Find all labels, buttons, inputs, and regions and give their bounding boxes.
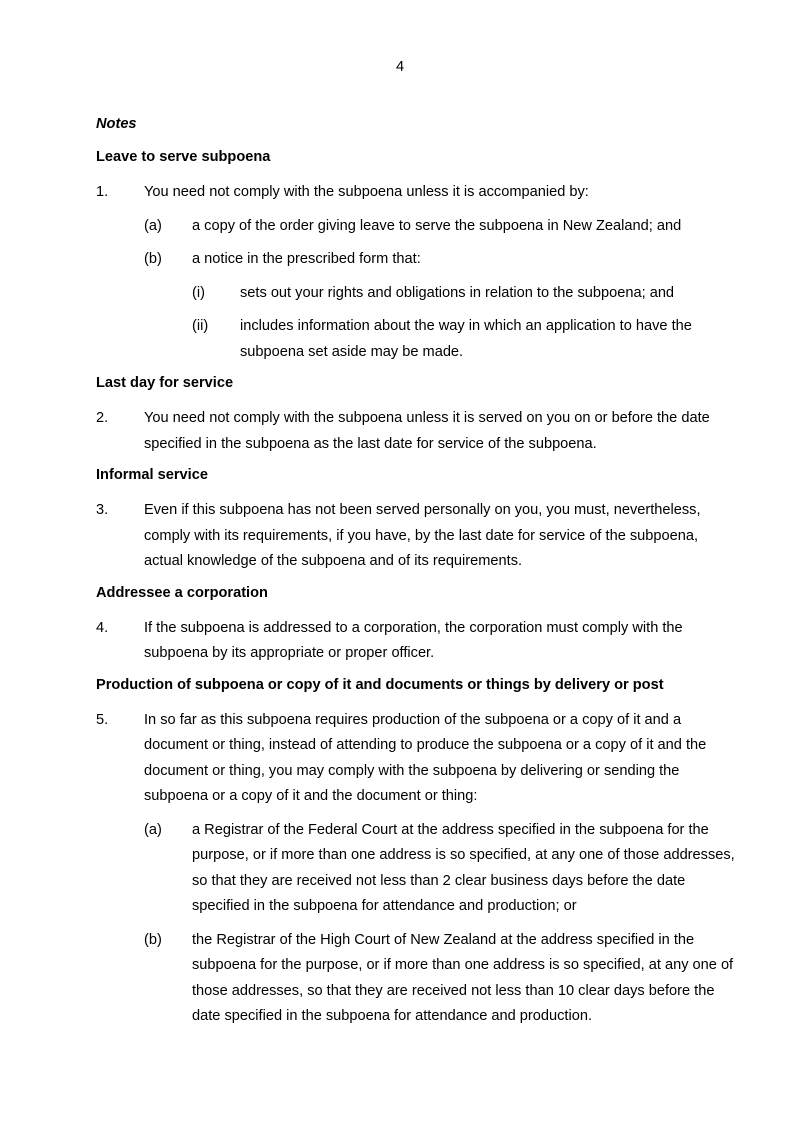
paragraph-number: (a)	[144, 821, 162, 838]
section-heading-last-day: Last day for service	[96, 375, 234, 391]
paragraph-text: If the subpoena is addressed to a corporation, the corporation must comply with the subpoena by its appropriate or proper officer.	[144, 619, 683, 661]
paragraph-number: (b)	[144, 251, 162, 267]
paragraph-number: 4.	[96, 619, 109, 636]
paragraph-number: (b)	[144, 931, 162, 948]
section-heading-leave: Leave to serve subpoena	[96, 149, 271, 165]
paragraph-number: 1.	[96, 184, 109, 200]
paragraph-number: 5.	[96, 711, 109, 728]
notes-content	[96, 114, 736, 1038]
page-number: 4	[395, 59, 405, 75]
note-paragraph-1	[96, 180, 736, 206]
paragraph-number: (a)	[144, 217, 162, 234]
paragraph-number: 2.	[96, 410, 109, 426]
section-heading-informal: Informal service	[96, 467, 208, 483]
paragraph-text: sets out your rights and obligations in relation to the subpoena; and	[240, 284, 675, 301]
paragraph-number: (i)	[192, 284, 205, 301]
note-subparagraph-1a	[96, 214, 736, 240]
paragraph-text: You need not comply with the subpoena unless it is served on you on or before the date specified in the subpoena as the last date for service of the subpoena.	[144, 410, 710, 452]
note-paragraph-4	[96, 616, 736, 667]
paragraph-text: the Registrar of the High Court of New Zealand at the address specified in the subpoena for the purpose, or if more than one address is so specified, at any one of those addresses, so that they are received not less than 10 clear days before the date specified in the subpoena for attendance and production.	[192, 931, 734, 1024]
paragraph-text: a Registrar of the Federal Court at the address specified in the subpoena for the purpose, or if more than one address is so specified, at any one of those addresses, so that they are received not less than 2 clear business days before the date specified in the subpoena for attendance and production; or	[192, 821, 735, 914]
note-subparagraph-1b	[96, 247, 736, 273]
section-heading-corporation: Addressee a corporation	[96, 584, 268, 601]
paragraph-text: You need not comply with the subpoena unless it is accompanied by:	[144, 184, 589, 200]
note-subparagraph-1b-ii	[96, 314, 736, 365]
paragraph-text: a copy of the order giving leave to serve the subpoena in New Zealand; and	[192, 217, 682, 234]
paragraph-text: Even if this subpoena has not been served personally on you, you must, nevertheless, comply with its requirements, if you have, by the last date for service of the subpoena, actual knowledge of the subpoena and of its requirements.	[144, 502, 701, 569]
paragraph-text: a notice in the prescribed form that:	[192, 251, 421, 267]
section-heading-production: Production of subpoena or copy of it and documents or things by delivery or post	[96, 676, 664, 693]
paragraph-number: (ii)	[192, 318, 209, 334]
paragraph-text: In so far as this subpoena requires production of the subpoena or a copy of it and a document or thing, instead of attending to produce the subpoena or a copy of it and the document or thing, you may comply with the subpoena by delivering or sending the subpoena or a copy of it and the document or thing:	[144, 711, 707, 804]
note-paragraph-5	[96, 708, 736, 810]
note-subparagraph-1b-i	[96, 281, 736, 307]
note-paragraph-3	[96, 498, 736, 575]
paragraph-number: 3.	[96, 502, 109, 518]
note-paragraph-2	[96, 406, 736, 457]
notes-title: Notes	[96, 116, 137, 132]
paragraph-text: includes information about the way in which an application to have the subpoena set aside may be made.	[240, 318, 692, 360]
note-subparagraph-5b	[96, 928, 736, 1030]
note-subparagraph-5a	[96, 818, 736, 920]
